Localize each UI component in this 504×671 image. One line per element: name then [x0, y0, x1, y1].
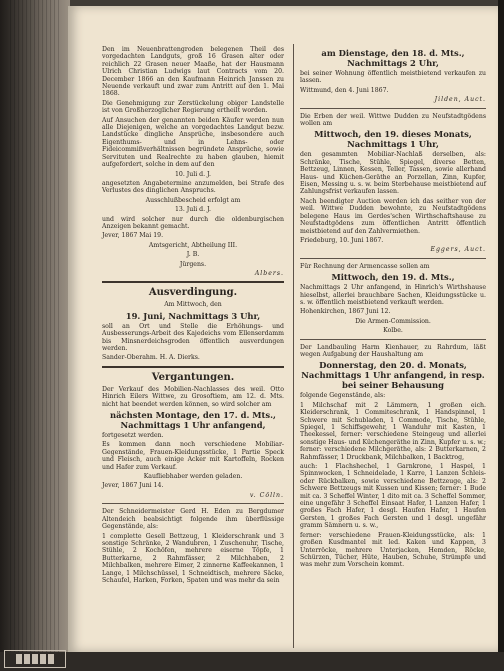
notice-hohenkirchen: Hohenkirchen, 1867 Juni 12.: [300, 308, 391, 316]
signature-albers: Albers.: [254, 269, 284, 277]
book-binding: [0, 0, 70, 671]
signature-kolbe: Kolbe.: [383, 327, 403, 335]
heading-wednesday-19: Mittwoch, den 19. dieses Monats, Nachmittags 1 Uhr,: [314, 129, 472, 150]
notice-hinrich-inn: Nachmittags 2 Uhr anfangend, in Hinrich's Wirthshause hieselbst, allerlei brauchbare Sachen, Kleidungsstücke u. s. w. öffentlich meistbietend verkauft werden.: [300, 284, 486, 306]
notice-buyers: Kaufliebhaber werden geladen.: [143, 473, 243, 481]
page-edge-shadow: [498, 0, 504, 671]
notice-exclusion: Ausschlußbescheid erfolgt am: [145, 196, 241, 204]
notice-continued: fortgesetzt werden.: [102, 432, 164, 440]
notice-permission: Die Genehmigung zur Zerstückelung obiger Landstelle ist von Großherzoglicher Regierung ertheilt worden.: [102, 99, 284, 115]
left-column: [102, 46, 284, 586]
notice-wednesday: Am Mittwoch, den: [164, 301, 222, 309]
heading-wednesday-19b: Mittwoch, den 19. d. Mts.,: [331, 272, 455, 283]
deadline-date-2: 13. Juli d. J.: [174, 206, 212, 214]
library-stamp-icon: [4, 650, 66, 668]
notice-dike-work: soll an Ort und Stelle die Erhöhungs- und Ausbesserungs-Arbeit des Kajedeichs vom Ellenserdamm bis Minsnerdeichsgroden öffentlich ausverdungen werden.: [102, 322, 284, 352]
bottom-scan-bar: [0, 652, 504, 671]
notice-claims: Auf Ansuchen der genannten beiden Käufer werden nun alle Diejenigen, welche an vorgedachtes Landgut bezw. Landstücke dingliche Ansprüche, insbesondere auch Eigenthums- und in Lehns- oder Fideicommißverhältnissen begründete Ansprüche, sowie Servituten und Realrechte zu haben glauben, hiemit aufgefordert, solche in dem auf den: [102, 116, 284, 169]
notice-kienhauer: Der Landbauling Harm Kienhauer, zu Rahrdum, läßt wegen Aufgabung der Haushaltung am: [300, 343, 486, 358]
court-office: Amtsgericht, Abtheilung III.: [148, 241, 238, 249]
binding-texture: [10, 0, 60, 671]
signature-jilden: Jilden, Auct.: [434, 96, 486, 104]
signature-colln: v. Cölln.: [249, 491, 284, 499]
notice-kienhauer-tools: auch: 1 Flachshechel, 1 Garnkrone, 1 Haspel, 1 Spinnwocken, 1 Schneidelade, 1 Karre, 1 Lanzen Schleis- oder Rückbalken, sowie verschiedene Bettzeuge, als: 2 Schwere Bettzeugs mit Kussen und Kissen; ferner: 1 Bude mit ca. 3 Scheffel Winter, 1 dito mit ca. 3 Scheffel Sommer, eine ungefähr 3 Scheffel Einsaat Hafer, 1 Lanzen Hafer, 1 großes Fach Hafer, 1 desgl. Haufen Hafer, 1 Haufen Gersten, 1 großes Fach Gersten und 1 desgl. ungefähr gramm Sämnern u. s. w.,: [300, 463, 486, 530]
notice-dudden-items: den gesammten Mobiliar-Nachlaß derselben, als: Schränke, Tische, Stühle, Spiegel, diverse Betten, Bettzeug, Linnen, Kessen, Teller, Tassen, sowie allerhand Haus- und Küchen-Geräthe an Porzellan, Zinn, Kupfer, Eisen, Messing u. s. w. beim Sterbehause meistbietend auf Zahlungsfrist verkaufen lassen.: [300, 151, 486, 196]
newspaper-page: [68, 6, 498, 652]
section-rule-3: [102, 503, 284, 504]
notice-poor-fund: Für Rechnung der Armencasse sollen am: [300, 262, 430, 270]
notice-penalty: angesetzten Angabetermine anzumelden, bei Strafe des Verlustes des dinglichen Anspruchs.: [102, 179, 284, 195]
notice-land-sale: Den im Neuenbrattengroden belegenen Theil des vorgedachten Landguts, groß 16 Grasen alter oder reichlich 22 Grasen neuer Maaße, hat der Hausmann Ulrich Christian Ludwigs laut Contracts vom 20. December 1866 an den Kaufmann Heinrich Janssen zu Neuende verkauft und zwar zum Antritt auf den 1. Mai 1868.: [102, 46, 284, 98]
poor-commission: Die Armen-Commission.: [355, 317, 431, 325]
judge-name: Jürgens.: [179, 260, 207, 268]
notice-house-rent: Nach beendigter Auction werden ich das seither von der weil. Wittwe Dudden bewohnte, zu Neufstadtgödens belegene Haus im Gerdes'schen Wirthschaftshause zu Neufstadtgödens zum öffentlichen Antritt öffentlich meistbietend auf den Zahlvermiethen.: [300, 197, 486, 235]
notice-items-intro: folgende Gegenstände, als:: [300, 392, 386, 400]
deadline-date-1: 10. Juli d. J.: [174, 170, 212, 178]
right-column: [300, 46, 486, 571]
notice-place-date-2: Jever, 1867 Juni 14.: [102, 482, 164, 490]
notice-sale-home: bei seiner Wohnung öffentlich meistbietend verkaufen zu lassen.: [300, 70, 486, 85]
heading-next-monday: nächsten Montage, den 17. d. Mts., Nachmittags 1 Uhr anfangend,: [110, 410, 276, 431]
notice-kienhauer-clothing: ferner: verschiedene Frauen-Kleidungsstücke, als: 1 großen Kusdmantel mit led. Kaken und Kappen, 3 Unterröcke, mehrere Unterjacken, Hemden, Röcke, Schürzen, Tücher, Hüte, Hauben, Schuhe, Strümpfe und was mehr zum Vorschein kommt.: [300, 531, 486, 569]
column-divider: [293, 44, 294, 648]
court-initials: J. B.: [186, 251, 200, 259]
heading-tuesday-18: am Dienstage, den 18. d. Mts., Nachmittags 2 Uhr,: [321, 48, 465, 68]
section-rule-r1: [300, 108, 486, 109]
notice-items: Es kommen dann noch verschiedene Mobiliar-Gegenstände, Frauen-Kleidungsstücke, 1 Partie Speck und Fleisch, auch einige Acker mit Kartoffeln, Rocken und Hafer zum Verkauf.: [102, 441, 284, 471]
notice-eden-items: 1 complette Gesell Bettzeug, 1 Kleiderschrank und 3 sonstige Schränke, 2 Wandubren, 1 Zuschenuhr, Tische, Stühle, 2 Kochöfen, mehrere eiserne Töpfe, 1 Butterkarne, 2 Rahmfässer, 2 Milchhaben, 2 Milchbalken, mehrere Eimer, 2 zinnerne Kaffeekannen, 1 Lange, 1 Milchschüssel, 1 Schneidtisch, mehrere Säcke, Schaufel, Harken, Forken, Spaten und was mehr da sein: [102, 532, 284, 584]
heading-date-june-19: 19. Juni, Nachmittags 3 Uhr,: [125, 310, 261, 321]
heading-thursday-20: Donnerstag, den 20. d. Monats, Nachmittags 1 Uhr anfangend, in resp. bei seiner Behausung: [301, 360, 485, 391]
section-rule-r2: [300, 258, 486, 259]
notice-eilers-estate: Der Verkauf des Mobilien-Nachlasses des weil. Otto Hinrich Eilers Wittwe, zu Grosoftiem, am 12. d. Mts. nicht hat beendet werden können, so wird solcher am: [102, 385, 284, 408]
notice-dudden: Die Erben der weil. Wittwe Dudden zu Neufstadtgödens wollen am: [300, 112, 486, 128]
notice-kienhauer-items: 1 Milchschaf mit 2 Lämmern, 1 großen eich. Kleiderschrank, 1 Commiteschrank, 1 Handspinnel, 1 Schwere mit Schubladen, 1 Commode, Tische, Stühle, Spiegel, 1 Schiffsgewehr, 1 Wanduhr mit Kasten, 1 Theekessel, ferner: verschiedene Steingeug und allerlei sonstige Haus- und Küchengeräthe in Zinn, Kupfer u. s. w.; ferner: verschiedene Milchgeräthe, als: 2 Butterkarnen, 2 Rahmfässer, 1 Druckbank, Milchbalken, 1 Backtrog,: [300, 401, 486, 461]
notice-dike-signature: Sander-Oberahm. H. A. Dierks.: [102, 354, 200, 362]
notice-place-date: Jever, 1867 Mai 19.: [102, 232, 164, 240]
notice-eden: Der Schneidermeister Gerd H. Eden zu Bergdumer Altendeich beabsichtigt folgende ihm überflüssige Gegenstände, als:: [102, 508, 284, 531]
notice-wittmund: Wittmund, den 4. Juni 1867.: [300, 86, 389, 94]
section-rule-2: [102, 366, 284, 368]
heading-ausverdingung: Ausverdingung.: [148, 287, 238, 299]
heading-vergantungen: Vergantungen.: [151, 371, 235, 383]
notice-publication: und wird solcher nur durch die oldenburgischen Anzeigen bekannt gemacht.: [102, 215, 284, 230]
section-rule-r3: [300, 339, 486, 340]
signature-eggers: Eggers, Auct.: [430, 246, 486, 254]
notice-friedeburg: Friedeburg, 10. Juni 1867.: [300, 236, 384, 244]
section-rule: [102, 281, 284, 283]
